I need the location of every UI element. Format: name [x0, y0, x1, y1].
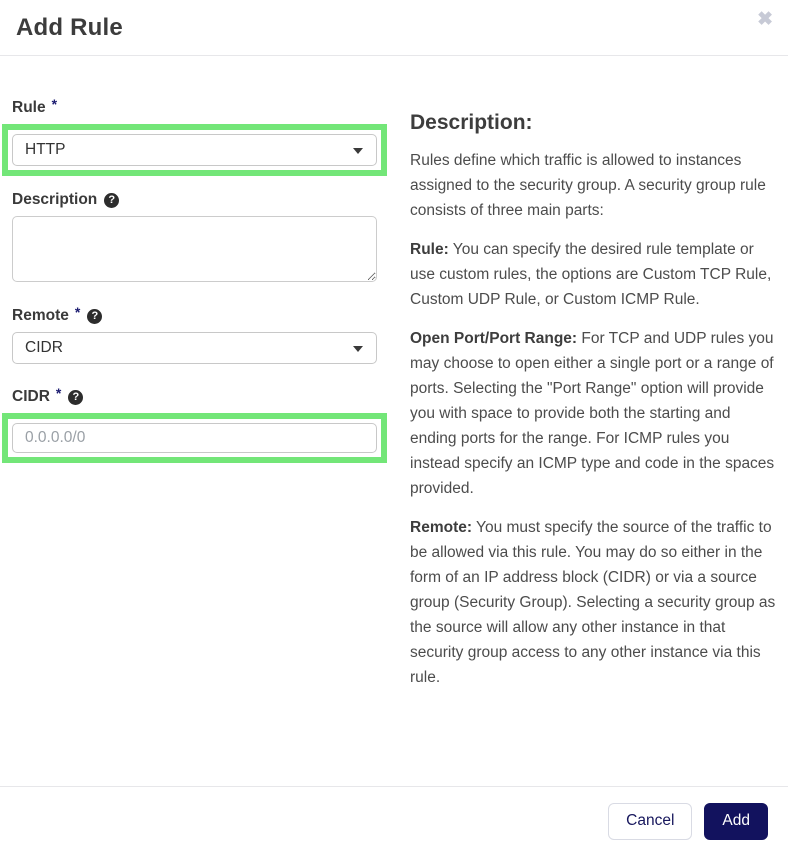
remote-label — [12, 304, 377, 325]
help-heading: Description: — [410, 111, 533, 134]
help-port-range-term: Open Port/Port Range: — [410, 330, 578, 347]
cidr-label-text: CIDR — [12, 388, 50, 405]
modal-footer — [0, 786, 788, 853]
description-label — [12, 191, 377, 209]
description-label-text: Description — [12, 191, 98, 208]
add-button[interactable]: Add — [704, 803, 768, 840]
help-port-range-paragraph — [410, 326, 776, 501]
help-port-range-text: For TCP and UDP rules you may choose to open either a single port or a range of ports. Selecting the "Port Range" option will provide you with space to provide both the starting and ending ports for the range. For ICMP rules you instead specify an ICMP type and code in the spaces provided. — [410, 330, 775, 497]
rule-label — [12, 96, 377, 117]
help-intro-paragraph: Rules define which traffic is allowed to instances assigned to the security group. A security group rule consists of three main parts: — [410, 152, 766, 219]
close-icon[interactable]: ✖ — [757, 9, 773, 30]
modal-body — [0, 56, 788, 786]
help-rule-text: You can specify the desired rule template or use custom rules, the options are Custom TCP Rule, Custom UDP Rule, or Custom ICMP Rule. — [410, 241, 772, 308]
cancel-button[interactable]: Cancel — [608, 803, 692, 840]
modal-title: Add Rule — [16, 14, 123, 41]
rule-select[interactable] — [12, 134, 377, 166]
description-field-group — [12, 191, 377, 287]
rule-select-highlight-box — [2, 124, 387, 176]
cidr-label — [12, 385, 377, 406]
required-asterisk: * — [51, 96, 58, 112]
question-circle-icon: ? — [87, 309, 102, 324]
required-asterisk: * — [74, 304, 81, 320]
rule-field-group — [12, 96, 377, 176]
help-remote-text: You must specify the source of the traffic to be allowed via this rule. You may do so either in the form of an IP address block (CIDR) or via a source group (Security Group). Selecting a security group as the source will allow any other instance in that security group access to any other instance via this rule. — [410, 519, 776, 686]
add-rule-form — [12, 96, 377, 786]
chevron-down-icon — [353, 346, 363, 352]
modal-header — [0, 0, 788, 56]
help-rule-paragraph — [410, 237, 776, 312]
remote-select[interactable] — [12, 332, 377, 364]
cidr-input-highlight-box — [2, 413, 387, 463]
help-panel — [410, 99, 776, 786]
description-textarea[interactable] — [12, 216, 377, 282]
remote-field-group — [12, 304, 377, 364]
remote-label-text: Remote — [12, 307, 69, 324]
cidr-input[interactable] — [12, 423, 377, 453]
help-rule-term: Rule: — [410, 241, 449, 258]
rule-label-text: Rule — [12, 99, 46, 116]
remote-select-value: CIDR — [25, 339, 63, 356]
help-remote-paragraph — [410, 515, 776, 690]
cidr-field-group — [12, 385, 377, 463]
chevron-down-icon — [353, 148, 363, 154]
help-remote-term: Remote: — [410, 519, 473, 536]
rule-select-value: HTTP — [25, 141, 66, 158]
required-asterisk: * — [55, 385, 62, 401]
question-circle-icon: ? — [68, 390, 83, 405]
question-circle-icon: ? — [104, 193, 119, 208]
